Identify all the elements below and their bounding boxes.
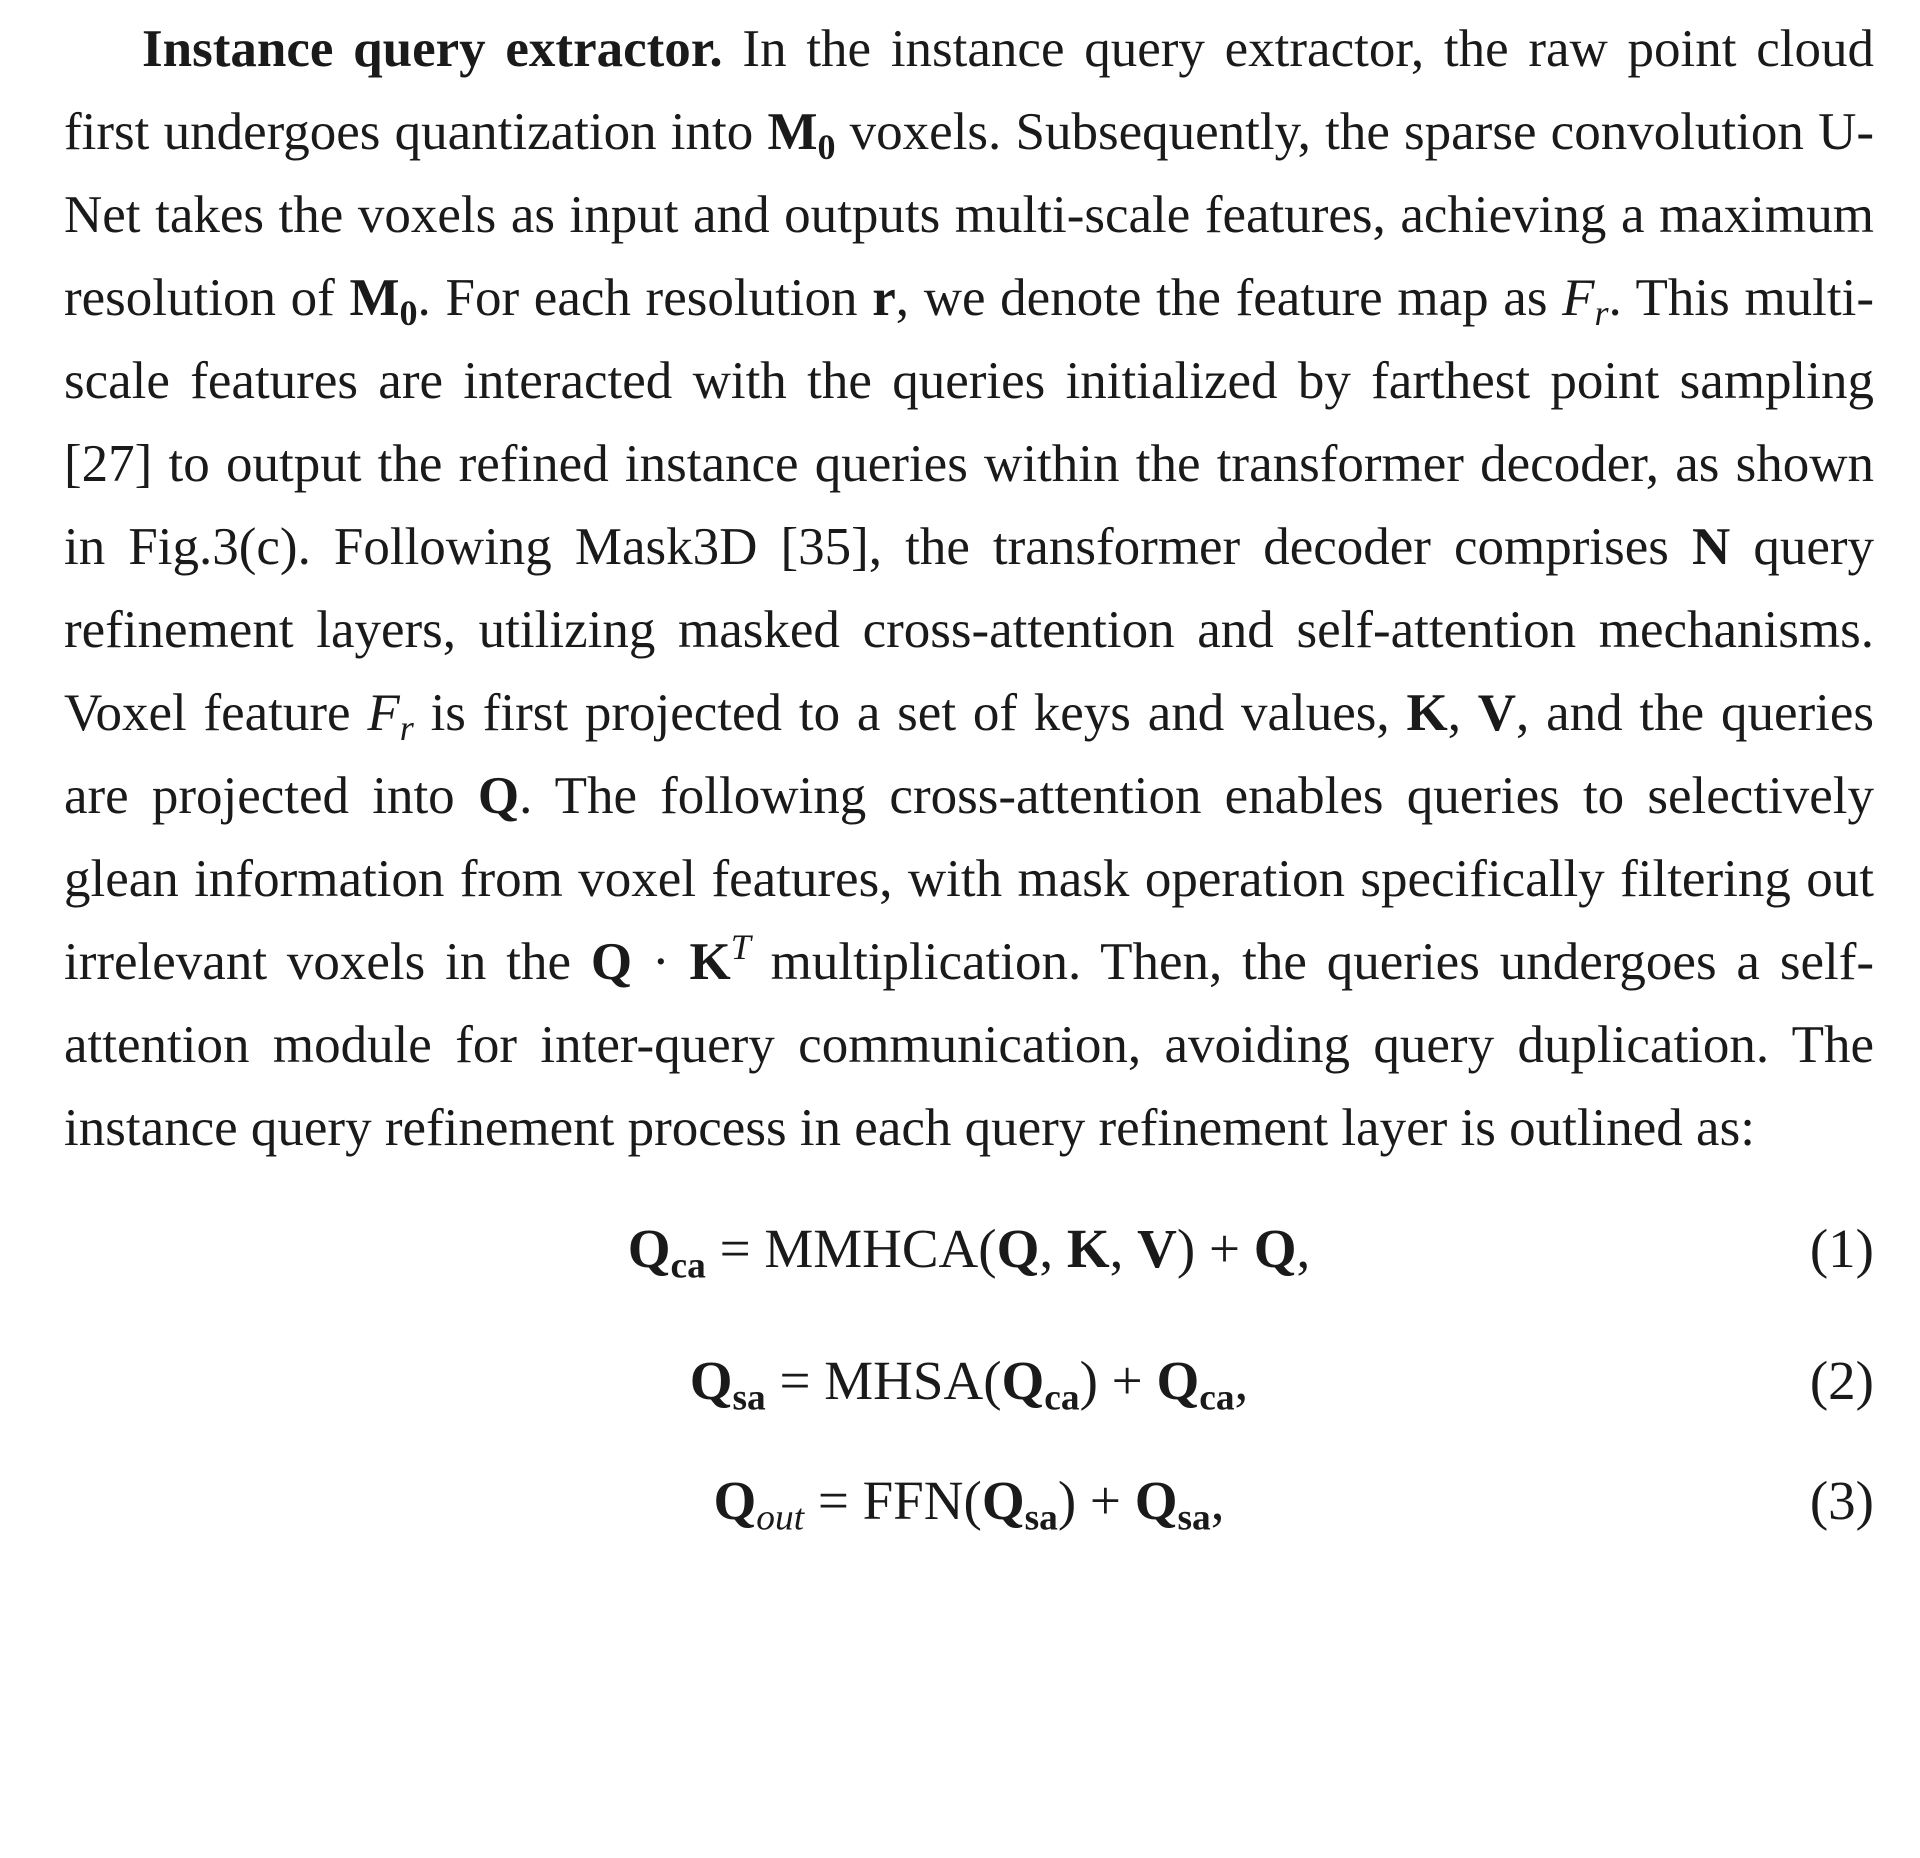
text-run: K <box>689 933 731 991</box>
text-run: ca <box>1199 1377 1235 1419</box>
text-run: Q <box>477 767 520 825</box>
text-run: ca <box>1044 1377 1080 1419</box>
equation-1-number: (1) <box>1809 1218 1874 1279</box>
text-run: · <box>632 933 690 991</box>
text-run: voxels. Subsequently, the sparse convolution U-Net takes the voxels as input and outputs multi-scale features, achieving a maximum resolution of <box>64 103 1874 327</box>
text-run: T <box>730 927 751 968</box>
text-run: query refinement layers, utilizing masked cross-attention and self-attention mechanisms. Voxel feature <box>64 518 1874 742</box>
text-run: F <box>367 684 400 742</box>
text-run: . This multi-scale features are interacted with the queries initialized by farthest point sampling [27] to output the refined instance queries within the transformer decoder, as shown in Fig.3(c). Following Mask3D [35], the transformer decoder comprises <box>64 269 1874 576</box>
text-run: Q <box>981 1470 1025 1531</box>
text-run: Q <box>713 1470 757 1531</box>
text-run: r <box>872 269 896 327</box>
paper-page <box>64 8 1874 1566</box>
text-run: sa <box>1177 1497 1211 1539</box>
text-run: out <box>756 1497 805 1539</box>
text-run: , <box>1109 1218 1138 1279</box>
text-run: Q <box>689 1350 733 1411</box>
body-paragraph <box>64 8 1874 1170</box>
text-run: Q <box>590 933 633 991</box>
text-run: K <box>1406 684 1448 742</box>
text-run: V <box>1137 1218 1177 1279</box>
text-run: Q <box>1156 1350 1200 1411</box>
text-run: . The following cross-attention enables queries to selectively glean information from voxel features, with mask operation specifically filtering out irrelevant voxels in the <box>64 767 1874 991</box>
text-run: 0 <box>399 293 418 334</box>
equation-2-body <box>64 1316 1874 1446</box>
equation-3-body <box>64 1436 1874 1566</box>
text-run: ) + <box>1079 1350 1157 1411</box>
text-run: ) + <box>1057 1470 1135 1531</box>
text-run: = MHSA( <box>765 1350 1002 1411</box>
text-run: 0 <box>817 127 836 168</box>
text-run: ) + <box>1176 1218 1254 1279</box>
text-run: is first projected to a set of keys and values, <box>413 684 1407 742</box>
text-run: F <box>1562 269 1595 327</box>
text-run: . For each resolution <box>417 269 873 327</box>
text-run: , <box>1039 1218 1067 1279</box>
text-run: sa <box>732 1377 766 1419</box>
equation-1-body <box>64 1184 1874 1314</box>
text-run: , <box>1234 1350 1249 1411</box>
text-run: M <box>767 103 818 161</box>
text-run: Q <box>996 1218 1040 1279</box>
text-run: , <box>1296 1218 1311 1279</box>
text-run: = FFN( <box>804 1470 982 1531</box>
text-run: V <box>1477 684 1517 742</box>
text-run: Q <box>1001 1350 1045 1411</box>
text-run: M <box>349 269 400 327</box>
text-run: Q <box>1134 1470 1178 1531</box>
text-run: r <box>1594 293 1609 334</box>
paragraph-text <box>64 20 1874 1157</box>
text-run: In the instance query extractor, the raw point cloud first undergoes quantization into <box>64 20 1874 161</box>
equation-1 <box>64 1184 1874 1314</box>
text-run: multiplication. Then, the queries undergoes a self-attention module for inter-query communication, avoiding query duplication. The instance query refinement process in each query refinement layer is outlined as: <box>64 933 1874 1157</box>
text-run: = MMHCA( <box>705 1218 997 1279</box>
equation-3 <box>64 1436 1874 1566</box>
text-run: K <box>1066 1218 1110 1279</box>
text-run: N <box>1691 518 1731 576</box>
text-run: , <box>1447 684 1478 742</box>
text-run: sa <box>1024 1497 1058 1539</box>
text-run: Q <box>627 1218 671 1279</box>
runin-heading: Instance query extractor. <box>142 20 723 78</box>
text-run: ca <box>670 1245 706 1287</box>
equation-3-number: (3) <box>1809 1470 1874 1531</box>
text-run: r <box>399 708 414 749</box>
text-run: , we denote the feature map as <box>895 269 1563 327</box>
text-run: , and the queries are projected into <box>64 684 1874 825</box>
equation-2 <box>64 1316 1874 1446</box>
text-run: , <box>1210 1470 1225 1531</box>
text-run: Q <box>1253 1218 1297 1279</box>
equation-2-number: (2) <box>1809 1350 1874 1411</box>
